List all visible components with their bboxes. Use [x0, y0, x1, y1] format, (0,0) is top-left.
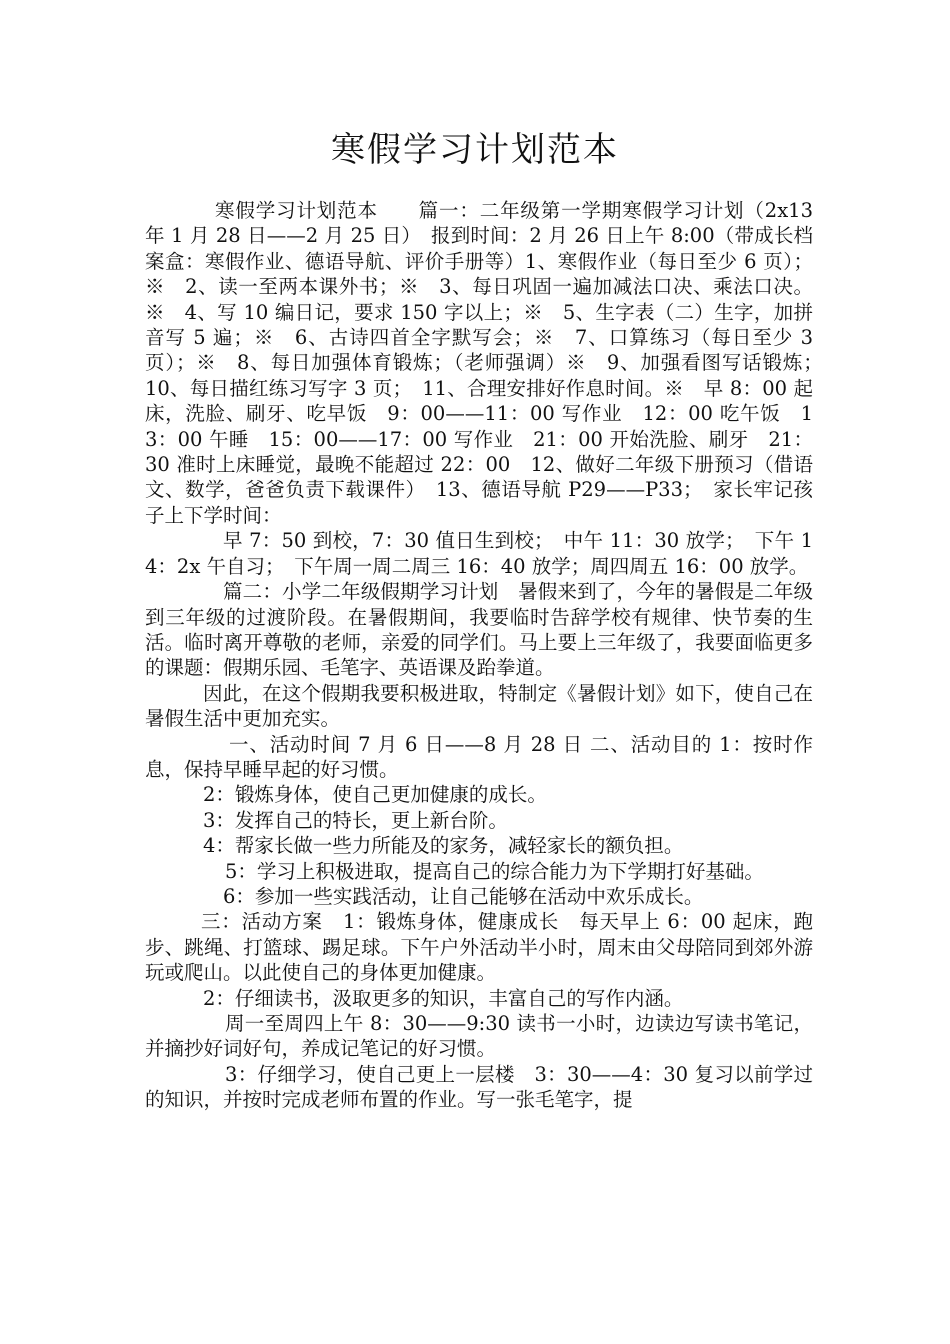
- paragraph-goal-3: 3：发挥自己的特长，更上新台阶。: [203, 808, 508, 832]
- paragraph-reading: 2：仔细读书，汲取更多的知识，丰富自己的写作内涵。: [203, 986, 684, 1010]
- paragraph-plan-purpose: 因此，在这个假期我要积极进取，特制定《暑假计划》如下，使自己在暑假生活中更加充实。: [145, 681, 813, 731]
- paragraph-activity-plan: 三：活动方案 1：锻炼身体，健康成长 每天早上 6：00 起床，跑步、跳绳、打篮球、踢足球。下午户外活动半小时，周末由父母陪同到郊外游玩或爬山。以此使自己的身体更加健康。: [145, 910, 813, 985]
- document-title: 寒假学习计划范本: [331, 130, 619, 170]
- paragraph-goal-6: 6：参加一些实践活动，让自己能够在活动中欢乐成长。: [223, 884, 704, 908]
- paragraph-plan-one: 寒假学习计划范本 篇一：二年级第一学期寒假学习计划（2x13 年 1 月 28 日——2 月 25 日） 报到时间：2 月 26 日上午 8:00（带成长档案盒：寒假作业、德语导航、评价手册等）1、寒假作业（每日至少 6 页）；※ 2、读一至两本课外书；※ 3、每日巩固一遍加减法口决、乘法口决。※ 4、写 10 编日记，要求 150 字以上；※ 5、生字表（二）生字，加拼音写 5 遍；※ 6、古诗四首全字默写会；※ 7、口算练习（每日至少 3 页）；※ 8、每日加强体育锻炼；（老师强调）※ 9、加强看图写话锻炼； 10、每日描红练习写字 3 页； 11、合理安排好作息时间。※ 早 8：00 起床，洗脸、刷牙、吃早饭 9：00——11：00 写作业 12：00 吃午饭 13：00 午睡 15：00——17：00 写作业 21：00 开始洗脸、刷牙 21：30 准时上床睡觉，最晚不能超过 22：00 12、做好二年级下册预习（借语文、数学，爸爸负责下载课件） 13、德语导航 P29——P33； 家长牢记孩子上下学时间：: [145, 199, 833, 527]
- document-body: [145, 198, 833, 1113]
- paragraph-goal-5: 5：学习上积极进取，提高自己的综合能力为下学期打好基础。: [225, 859, 764, 883]
- paragraph-study: 3：仔细学习，使自己更上一层楼 3：30——4：30 复习以前学过的知识，并按时完成老师布置的作业。写一张毛笔字，提: [145, 1062, 813, 1112]
- paragraph-plan-two-intro: 篇二：小学二年级假期学习计划 暑假来到了，今年的暑假是二年级到三年级的过渡阶段。在暑假期间，我要临时告辞学校有规律、快节奏的生活。临时离开尊敬的老师，亲爱的同学们。马上要上三年级了，我要面临更多的课题：假期乐园、毛笔字、英语课及跆拳道。: [145, 580, 813, 680]
- paragraph-school-times: 早 7：50 到校，7：30 值日生到校； 中午 11：30 放学； 下午 14：2x 午自习； 下午周一周二周三 16：40 放学；周四周五 16：00 放学。: [145, 529, 813, 578]
- paragraph-reading-schedule: 周一至周四上午 8：30——9:30 读书一小时，边读边写读书笔记，并摘抄好词好句，养成记笔记的好习惯。: [145, 1012, 813, 1061]
- paragraph-activity-time: 一、活动时间 7 月 6 日——8 月 28 日 二、活动目的 1：按时作息，保持早睡早起的好习惯。: [145, 732, 813, 781]
- paragraph-goal-4: 4：帮家长做一些力所能及的家务，减轻家长的额负担。: [203, 834, 684, 858]
- paragraph-goal-2: 2：锻炼身体，使自己更加健康的成长。: [203, 783, 547, 807]
